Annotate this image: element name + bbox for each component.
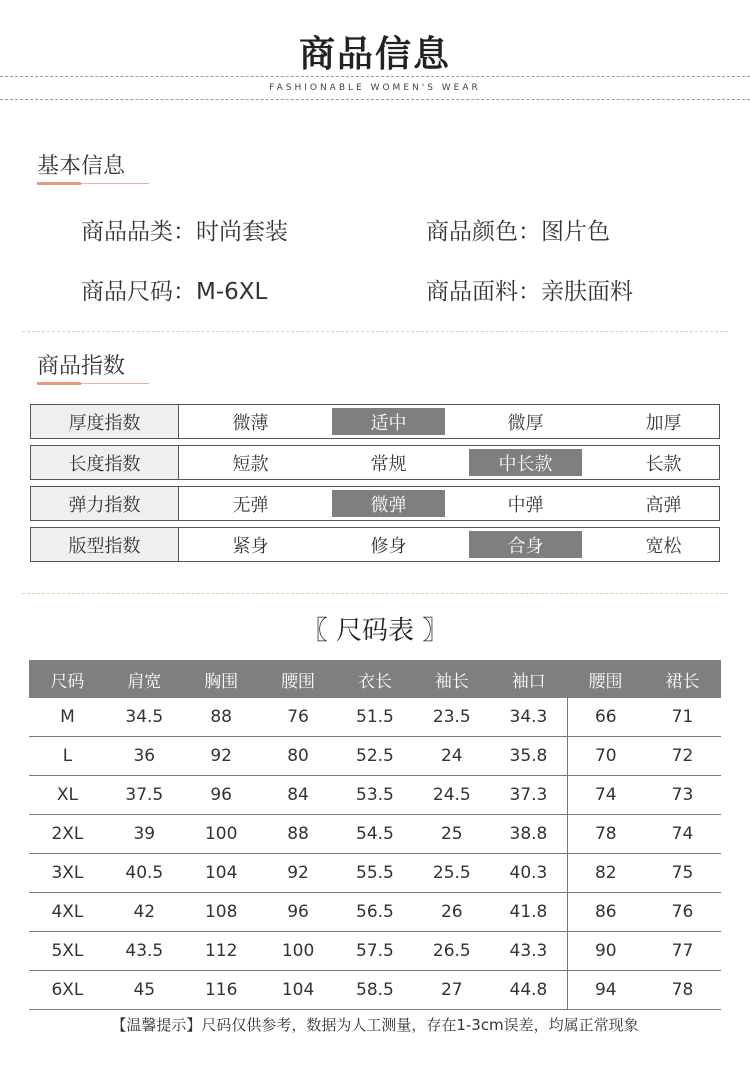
table-cell: 27 — [413, 971, 490, 1010]
table-cell: 42 — [106, 893, 183, 932]
table-cell: 58.5 — [337, 971, 414, 1010]
table-cell: 80 — [260, 737, 337, 776]
table-cell: 41.8 — [490, 893, 567, 932]
header-divider-bottom — [0, 99, 750, 100]
table-cell: 24 — [413, 737, 490, 776]
table-cell: 2XL — [29, 815, 106, 854]
table-row — [29, 854, 721, 893]
table-cell: 73 — [644, 776, 721, 815]
size-chart-column-header: 腰围 — [260, 660, 337, 698]
table-row — [29, 698, 721, 737]
table-cell: 90 — [567, 932, 644, 971]
size-chart-column-header: 裙长 — [644, 660, 721, 698]
size-chart-column-header: 胸围 — [183, 660, 260, 698]
index-underline-accent — [37, 382, 81, 385]
table-cell: 25.5 — [413, 854, 490, 893]
index-option: 无弹 — [232, 494, 269, 516]
index-option: 中弹 — [507, 494, 544, 516]
table-cell: 25 — [413, 815, 490, 854]
index-row — [30, 445, 720, 480]
table-cell: 70 — [567, 737, 644, 776]
table-cell: 108 — [183, 893, 260, 932]
table-cell: 39 — [106, 815, 183, 854]
table-cell: 78 — [644, 971, 721, 1010]
table-cell: 52.5 — [337, 737, 414, 776]
index-option: 微薄 — [232, 412, 269, 434]
info-color: 商品颜色：图片色 — [426, 219, 610, 245]
page-title: 商品信息 — [298, 33, 451, 75]
table-cell: 40.5 — [106, 854, 183, 893]
index-option: 紧身 — [232, 535, 269, 557]
size-chart-column-header: 袖口 — [490, 660, 567, 698]
table-cell: 100 — [183, 815, 260, 854]
index-row — [30, 404, 720, 439]
table-cell: 116 — [183, 971, 260, 1010]
index-row-label: 长度指数 — [31, 446, 179, 479]
table-cell: 96 — [260, 893, 337, 932]
table-cell: 26 — [413, 893, 490, 932]
section-divider — [22, 593, 728, 594]
index-option: 微厚 — [507, 412, 544, 434]
table-cell: 5XL — [29, 932, 106, 971]
table-row — [29, 893, 721, 932]
table-cell: 4XL — [29, 893, 106, 932]
table-cell: 55.5 — [337, 854, 414, 893]
table-cell: 96 — [183, 776, 260, 815]
table-cell: 104 — [260, 971, 337, 1010]
size-chart-column-header: 肩宽 — [106, 660, 183, 698]
basic-info-underline-accent — [37, 182, 81, 185]
table-cell: 82 — [567, 854, 644, 893]
index-row — [30, 527, 720, 562]
size-tip: 【温馨提示】尺码仅供参考，数据为人工测量，存在1-3cm误差，均属正常现象 — [111, 1016, 639, 1034]
index-options — [179, 487, 719, 520]
table-cell: 71 — [644, 698, 721, 737]
index-row-label: 厚度指数 — [31, 405, 179, 438]
table-cell: 75 — [644, 854, 721, 893]
index-option: 长款 — [645, 453, 682, 475]
index-option-selected: 合身 — [469, 531, 582, 558]
index-row — [30, 486, 720, 521]
table-row — [29, 776, 721, 815]
index-option-selected: 适中 — [332, 408, 445, 435]
index-heading: 商品指数 — [37, 354, 126, 379]
size-chart-column-header: 尺码 — [29, 660, 106, 698]
table-cell: 77 — [644, 932, 721, 971]
index-option: 加厚 — [645, 412, 682, 434]
table-cell: 37.5 — [106, 776, 183, 815]
table-cell: 74 — [644, 815, 721, 854]
table-cell: 74 — [567, 776, 644, 815]
index-option: 常规 — [370, 453, 407, 475]
table-cell: 112 — [183, 932, 260, 971]
table-cell: 94 — [567, 971, 644, 1010]
table-cell: 23.5 — [413, 698, 490, 737]
table-cell: 37.3 — [490, 776, 567, 815]
table-cell: 57.5 — [337, 932, 414, 971]
info-size: 商品尺码：M-6XL — [81, 279, 268, 305]
table-cell: 92 — [183, 737, 260, 776]
page-subtitle: FASHIONABLE WOMEN'S WEAR — [269, 83, 481, 93]
table-cell: 44.8 — [490, 971, 567, 1010]
size-chart-title: 〖 尺码表 〗 — [301, 616, 449, 646]
table-row — [29, 971, 721, 1010]
table-row — [29, 737, 721, 776]
table-cell: 34.5 — [106, 698, 183, 737]
size-chart-body — [29, 698, 721, 1010]
table-cell: 72 — [644, 737, 721, 776]
index-options — [179, 446, 719, 479]
index-options — [179, 405, 719, 438]
table-cell: 54.5 — [337, 815, 414, 854]
info-fabric: 商品面料：亲肤面料 — [426, 279, 633, 305]
index-option: 宽松 — [645, 535, 682, 557]
index-option: 修身 — [370, 535, 407, 557]
index-option-selected: 微弹 — [332, 490, 445, 517]
table-cell: 24.5 — [413, 776, 490, 815]
size-chart-column-header: 袖长 — [413, 660, 490, 698]
table-cell: M — [29, 698, 106, 737]
index-options — [179, 528, 719, 561]
table-cell: 84 — [260, 776, 337, 815]
table-cell: 43.5 — [106, 932, 183, 971]
table-cell: 36 — [106, 737, 183, 776]
size-chart-column-header: 衣长 — [337, 660, 414, 698]
table-cell: 51.5 — [337, 698, 414, 737]
table-cell: 40.3 — [490, 854, 567, 893]
table-cell: 104 — [183, 854, 260, 893]
basic-info-heading: 基本信息 — [37, 154, 126, 179]
table-row — [29, 932, 721, 971]
table-cell: 34.3 — [490, 698, 567, 737]
table-cell: 53.5 — [337, 776, 414, 815]
table-cell: L — [29, 737, 106, 776]
table-cell: 3XL — [29, 854, 106, 893]
info-category: 商品品类：时尚套装 — [81, 219, 288, 245]
table-cell: 88 — [183, 698, 260, 737]
index-option-selected: 中长款 — [469, 449, 582, 476]
table-cell: 56.5 — [337, 893, 414, 932]
table-cell: 35.8 — [490, 737, 567, 776]
table-cell: 92 — [260, 854, 337, 893]
table-cell: 26.5 — [413, 932, 490, 971]
table-cell: 76 — [644, 893, 721, 932]
table-cell: 100 — [260, 932, 337, 971]
table-row — [29, 815, 721, 854]
index-row-label: 弹力指数 — [31, 487, 179, 520]
table-cell: 38.8 — [490, 815, 567, 854]
table-cell: 78 — [567, 815, 644, 854]
table-cell: 66 — [567, 698, 644, 737]
table-cell: 6XL — [29, 971, 106, 1010]
index-option: 短款 — [232, 453, 269, 475]
table-cell: XL — [29, 776, 106, 815]
size-chart-column-header: 腰围 — [567, 660, 644, 698]
table-cell: 76 — [260, 698, 337, 737]
index-option: 高弹 — [645, 494, 682, 516]
table-cell: 45 — [106, 971, 183, 1010]
table-cell: 88 — [260, 815, 337, 854]
header-divider-top — [0, 76, 750, 77]
section-divider — [22, 331, 728, 332]
table-cell: 86 — [567, 893, 644, 932]
size-chart-header-row — [29, 660, 721, 698]
size-chart-table — [29, 660, 721, 1010]
table-cell: 43.3 — [490, 932, 567, 971]
index-row-label: 版型指数 — [31, 528, 179, 561]
